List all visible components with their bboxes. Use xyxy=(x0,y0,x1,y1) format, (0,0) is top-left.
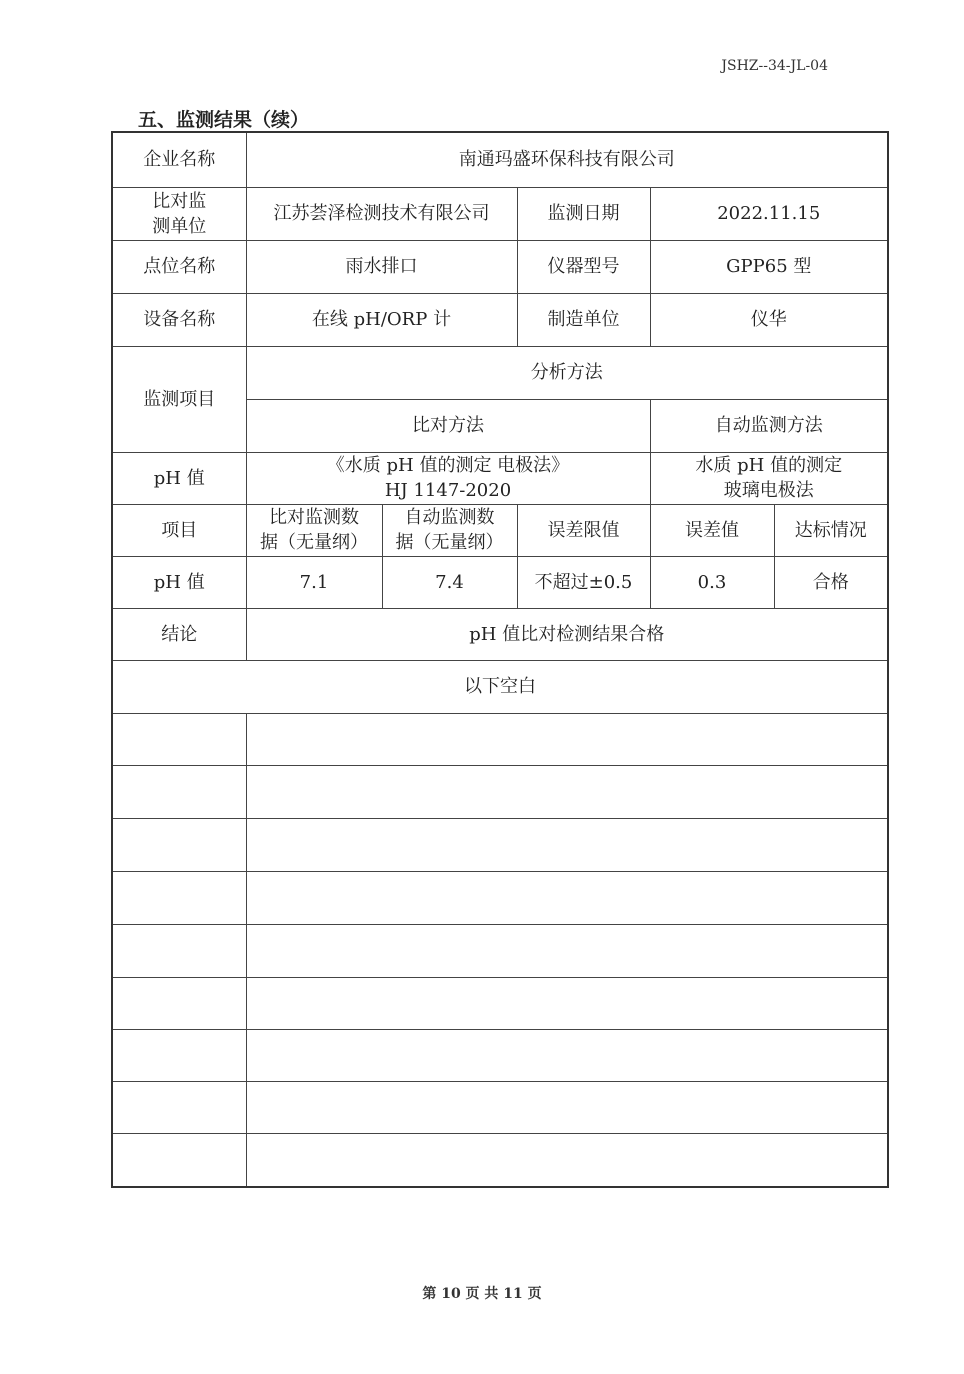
document-code: JSHZ--34-JL-04 xyxy=(721,58,828,74)
auto-method-label: 自动监测方法 xyxy=(650,399,888,452)
compliance-value: 合格 xyxy=(774,556,888,608)
blank-row xyxy=(112,977,888,1029)
results-item-header: 项目 xyxy=(112,504,246,556)
blank-row xyxy=(112,871,888,924)
blank-cell xyxy=(246,1081,888,1133)
blank-cell xyxy=(246,1133,888,1187)
results-item-value: pH 值 xyxy=(112,556,246,608)
blank-cell xyxy=(246,924,888,977)
comparison-data-header-line1: 比对监测数 xyxy=(269,507,359,528)
page-number: 第 10 页 共 11 页 xyxy=(422,1286,542,1302)
comparison-method-line1: 《水质 pH 值的测定 电极法》 xyxy=(326,455,570,476)
monitor-item-label: 监测项目 xyxy=(112,346,246,452)
conclusion-label: 结论 xyxy=(112,608,246,660)
site-row xyxy=(112,240,888,293)
blank-cell xyxy=(112,871,246,924)
manufacturer-label: 制造单位 xyxy=(517,293,650,346)
site-name-label: 点位名称 xyxy=(112,240,246,293)
ph-method-label: pH 值 xyxy=(112,452,246,504)
site-name-value: 雨水排口 xyxy=(246,240,517,293)
comparison-unit-label-line2: 测单位 xyxy=(152,215,207,237)
monitor-date-label: 监测日期 xyxy=(517,187,650,240)
conclusion-value: pH 值比对检测结果合格 xyxy=(246,608,888,660)
auto-data-value: 7.4 xyxy=(382,556,517,608)
comparison-method-value xyxy=(246,452,650,504)
comparison-unit-row xyxy=(112,187,888,240)
blank-cell xyxy=(246,1029,888,1081)
blank-cell xyxy=(112,765,246,818)
auto-data-header-line1: 自动监测数 xyxy=(404,507,495,528)
conclusion-row xyxy=(112,608,888,660)
error-limit-value: 不超过±0.5 xyxy=(517,556,650,608)
blank-cell xyxy=(112,1029,246,1081)
auto-method-line2: 玻璃电极法 xyxy=(723,480,814,501)
blank-row xyxy=(112,765,888,818)
blank-row xyxy=(112,713,888,765)
device-name-value: 在线 pH/ORP 计 xyxy=(246,293,517,346)
results-data-row xyxy=(112,556,888,608)
blank-cell xyxy=(112,1133,246,1187)
comparison-method-line2: HJ 1147-2020 xyxy=(384,480,512,501)
manufacturer-value: 仪华 xyxy=(650,293,888,346)
blank-cell xyxy=(246,818,888,871)
blank-notice: 以下空白 xyxy=(112,660,888,713)
comparison-unit-label xyxy=(112,187,246,240)
auto-method-value xyxy=(650,452,888,504)
blank-row xyxy=(112,1133,888,1187)
comparison-data-value: 7.1 xyxy=(246,556,382,608)
blank-notice-row xyxy=(112,660,888,713)
method-values-row xyxy=(112,452,888,504)
device-name-label: 设备名称 xyxy=(112,293,246,346)
auto-data-header xyxy=(382,504,517,556)
auto-data-header-line2: 据（无量纲） xyxy=(395,532,504,553)
company-value: 南通玛盛环保科技有限公司 xyxy=(246,132,888,187)
company-label: 企业名称 xyxy=(112,132,246,187)
blank-cell xyxy=(246,765,888,818)
monitor-date-value: 2022.11.15 xyxy=(650,187,888,240)
blank-cell xyxy=(112,1081,246,1133)
blank-row xyxy=(112,1029,888,1081)
analysis-method-row xyxy=(112,346,888,399)
blank-cell xyxy=(246,871,888,924)
comparison-unit-label-line1: 比对监 xyxy=(152,190,207,212)
comparison-unit-value: 江苏荟泽检测技术有限公司 xyxy=(246,187,517,240)
blank-row xyxy=(112,1081,888,1133)
error-limit-header: 误差限值 xyxy=(517,504,650,556)
compliance-header: 达标情况 xyxy=(774,504,888,556)
monitoring-results-table xyxy=(111,131,889,1188)
blank-row xyxy=(112,924,888,977)
blank-row xyxy=(112,818,888,871)
company-row xyxy=(112,132,888,187)
results-header-row xyxy=(112,504,888,556)
comparison-data-header-line2: 据（无量纲） xyxy=(260,532,368,553)
blank-cell xyxy=(112,924,246,977)
blank-cell xyxy=(246,713,888,765)
auto-method-line1: 水质 pH 值的测定 xyxy=(695,455,843,476)
blank-cell xyxy=(112,713,246,765)
error-value: 0.3 xyxy=(650,556,774,608)
instrument-model-label: 仪器型号 xyxy=(517,240,650,293)
device-row xyxy=(112,293,888,346)
blank-cell xyxy=(112,818,246,871)
analysis-method-label: 分析方法 xyxy=(246,346,888,399)
section-title: 五、监测结果（续） xyxy=(138,109,310,131)
instrument-model-value: GPP65 型 xyxy=(650,240,888,293)
comparison-data-header xyxy=(246,504,382,556)
error-value-header: 误差值 xyxy=(650,504,774,556)
blank-cell xyxy=(246,977,888,1029)
comparison-method-label: 比对方法 xyxy=(246,399,650,452)
blank-cell xyxy=(112,977,246,1029)
